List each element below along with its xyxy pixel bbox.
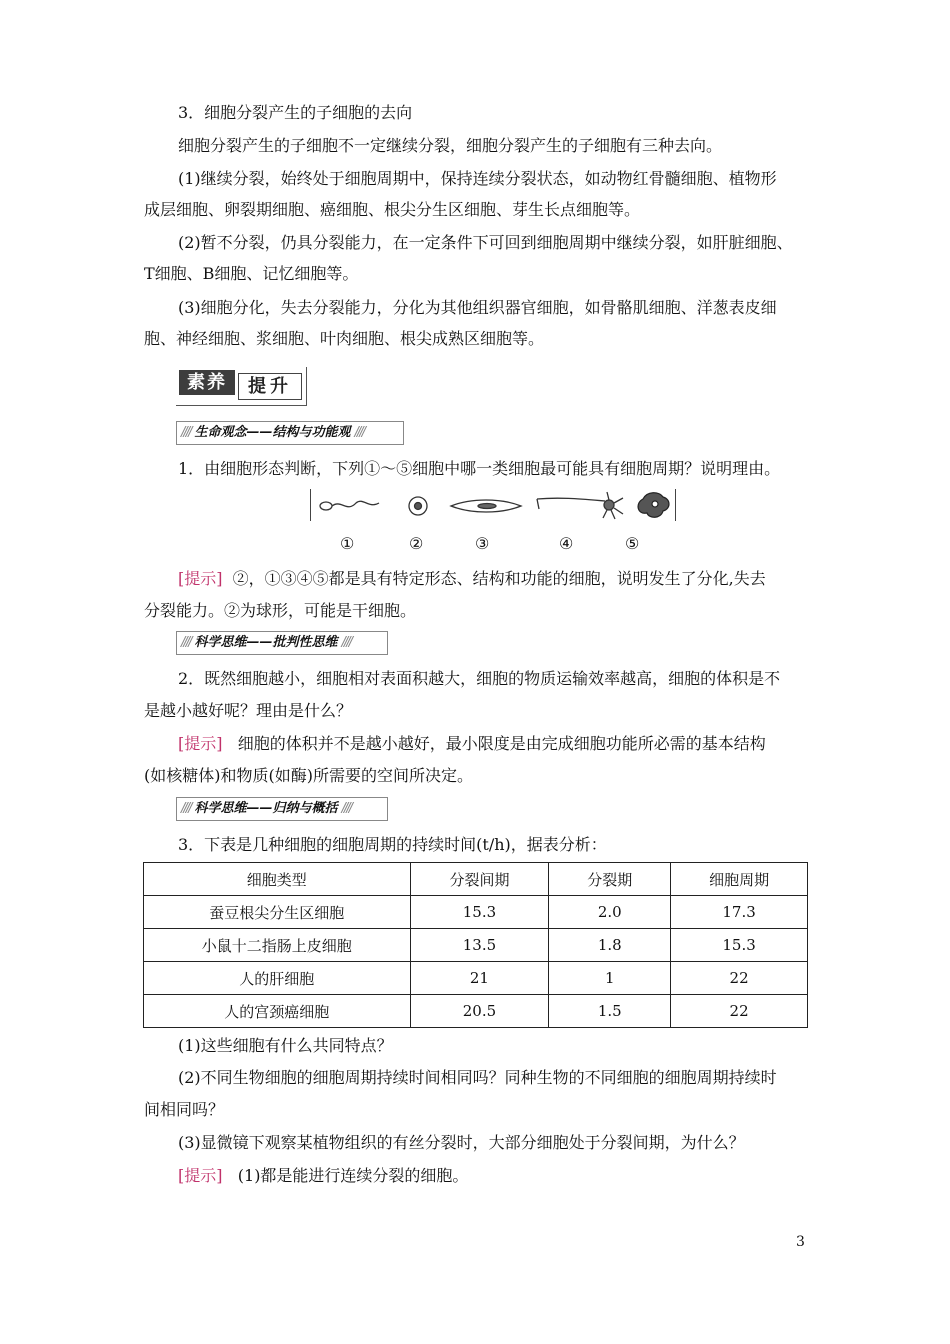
item3-line2: 胞、神经细胞、浆细胞、叶肉细胞、根尖成熟区细胞等。 xyxy=(144,329,545,348)
q1-text: 1．由细胞形态判断，下列①～⑤细胞中哪一类细胞最可能具有细胞周期？说明理由。 xyxy=(178,459,781,478)
table-cell: 22 xyxy=(671,995,808,1028)
cell-shapes-figure xyxy=(310,489,676,521)
q1-answer-line1: [提示] ②，①③④⑤都是具有特定形态、结构和功能的细胞，说明发生了分化,失去 xyxy=(178,569,766,588)
q2-hint-label: [提示] xyxy=(178,734,223,753)
suyang-tisheng-banner xyxy=(176,367,308,407)
banner-char-4: 升 xyxy=(270,376,292,397)
cell-shapes-svg xyxy=(311,489,675,521)
page-number: 3 xyxy=(796,1234,805,1250)
table-cell: 小鼠十二指肠上皮细胞 xyxy=(144,929,411,962)
table-cell: 蚕豆根尖分生区细胞 xyxy=(144,896,411,929)
table-header-row xyxy=(144,863,808,896)
table-cell: 2.0 xyxy=(549,896,671,929)
q3-hint-label: [提示] xyxy=(178,1166,223,1185)
tag-life-concept: //// 生命观念——结构与功能观 //// xyxy=(176,421,404,445)
q3-sub1: (1)这些细胞有什么共同特点？ xyxy=(178,1036,393,1055)
table-cell: 17.3 xyxy=(671,896,808,929)
q2-text-line1: 2．既然细胞越小，细胞相对表面积越大，细胞的物质运输效率越高，细胞的体积是不 xyxy=(178,669,781,688)
table-cell: 1.8 xyxy=(549,929,671,962)
irregular-cell-icon xyxy=(638,493,669,518)
cell-cycle-table xyxy=(143,862,808,1028)
table-cell: 20.5 xyxy=(410,995,549,1028)
q2-text-line2: 是越小越好呢？理由是什么？ xyxy=(144,701,353,720)
table-cell: 人的宫颈癌细胞 xyxy=(144,995,411,1028)
item1-line1: (1)继续分裂，始终处于细胞周期中，保持连续分裂状态，如动物红骨髓细胞、植物形 xyxy=(178,169,777,188)
section3-intro: 细胞分裂产生的子细胞不一定继续分裂，细胞分裂产生的子细胞有三种去向。 xyxy=(178,136,723,155)
tag-induction: //// 科学思维——归纳与概括 //// xyxy=(176,797,388,821)
banner-char-1: 素 xyxy=(187,372,207,393)
table-row xyxy=(144,995,808,1028)
table-header: 分裂间期 xyxy=(410,863,549,896)
table-cell: 1.5 xyxy=(549,995,671,1028)
table-row xyxy=(144,896,808,929)
table-cell: 21 xyxy=(410,962,549,995)
q1-answer-line2: 分裂能力。②为球形，可能是干细胞。 xyxy=(144,601,417,620)
table-header: 细胞类型 xyxy=(144,863,411,896)
cell-label-3: ③ xyxy=(475,534,490,553)
item1-line2: 成层细胞、卵裂期细胞、癌细胞、根尖分生区细胞、芽生长点细胞等。 xyxy=(144,200,641,219)
q3-answer: [提示] (1)都是能进行连续分裂的细胞。 xyxy=(178,1166,469,1185)
tag-critical-thinking: //// 科学思维——批判性思维 //// xyxy=(176,631,388,655)
sperm-cell-icon xyxy=(320,501,379,510)
q2-answer-line2: (如核糖体)和物质(如酶)所需要的空间所决定。 xyxy=(144,766,473,785)
neuron-cell-icon xyxy=(537,492,623,519)
q3-sub2-line2: 间相同吗？ xyxy=(144,1100,225,1119)
item2-line2: T细胞、B细胞、记忆细胞等。 xyxy=(144,264,359,283)
round-cell-icon xyxy=(409,497,427,515)
table-cell: 13.5 xyxy=(410,929,549,962)
q3-sub2-line1: (2)不同生物细胞的细胞周期持续时间相同吗？同种生物的不同细胞的细胞周期持续时 xyxy=(178,1068,777,1087)
q3-text: 3．下表是几种细胞的细胞周期的持续时间(t/h)，据表分析： xyxy=(178,835,607,854)
table-header: 分裂期 xyxy=(549,863,671,896)
table-cell: 15.3 xyxy=(410,896,549,929)
cell-label-2: ② xyxy=(409,534,424,553)
section3-heading: 3．细胞分裂产生的子细胞的去向 xyxy=(178,103,413,122)
item3-line1: (3)细胞分化，失去分裂能力，分化为其他组织器官细胞，如骨骼肌细胞、洋葱表皮细 xyxy=(178,298,777,317)
cell-label-4: ④ xyxy=(559,534,574,553)
cell-label-1: ① xyxy=(340,534,355,553)
banner-char-2: 养 xyxy=(207,372,227,393)
q2-answer-line1: [提示] 细胞的体积并不是越小越好，最小限度是由完成细胞功能所必需的基本结构 xyxy=(178,734,766,753)
banner-char-3: 提 xyxy=(248,376,270,397)
q3-sub3: (3)显微镜下观察某植物组织的有丝分裂时，大部分细胞处于分裂间期，为什么？ xyxy=(178,1133,745,1152)
table-cell: 人的肝细胞 xyxy=(144,962,411,995)
table-cell: 1 xyxy=(549,962,671,995)
table-cell: 22 xyxy=(671,962,808,995)
item2-line1: (2)暂不分裂，仍具分裂能力，在一定条件下可回到细胞周期中继续分裂，如肝脏细胞、 xyxy=(178,233,793,252)
table-header: 细胞周期 xyxy=(671,863,808,896)
q1-hint-label: [提示] xyxy=(178,569,223,588)
table-row xyxy=(144,962,808,995)
table-cell: 15.3 xyxy=(671,929,808,962)
cell-label-5: ⑤ xyxy=(625,534,640,553)
spindle-cell-icon xyxy=(451,500,521,512)
table-row xyxy=(144,929,808,962)
